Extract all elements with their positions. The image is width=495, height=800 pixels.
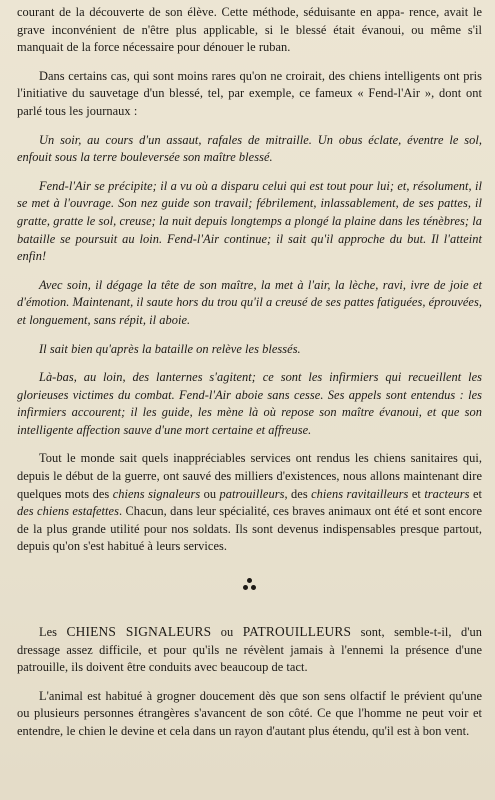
p8-text-c: ou <box>200 486 220 501</box>
p8-patrouilleurs: patrouilleurs <box>219 486 285 501</box>
text-column <box>17 4 482 741</box>
p8-text-k: . Chacun, dans leur spécialité, ces braves animaux ont été et sont encore de la plus grande utilité pour nos soldats. Ils sont devenus indispensables presque partout, depuis qu'on s'est habitué à leurs services. <box>17 504 483 554</box>
p8-text-g: et <box>408 486 425 501</box>
paragraph-1 <box>17 4 482 57</box>
paragraph-8 <box>17 450 482 556</box>
p8-text-e: , des <box>284 486 312 501</box>
p9-chiens-signaleurs-caps: CHIENS SIGNALEURS <box>66 624 212 640</box>
paragraph-3-italic: Un soir, au cours d'un assaut, rafales de mitraille. Un obus éclate, éventre le sol, enfouit sous la terre bouleversée son maître blessé. <box>17 132 482 165</box>
paragraph-7-italic: Là-bas, au loin, des lanternes s'agitent; ce sont les infirmiers qui recueillent les glorieuses victimes du combat. Fend-l'Air aboie sans cesse. Ses appels sont entendus : les infirmiers accourent; il les guide, les mène là où repose son maître évanoui, et que son intelligente affection sauve d'une mort certaine et affreuse. <box>17 370 482 437</box>
ornament-dot-left <box>243 585 248 590</box>
p9-patrouilleurs-caps: PATROUILLEURS <box>242 624 352 640</box>
p1-line-2: rence, avait le grave inconvénient de n'être plus applicable, si le blessé était <box>17 5 482 37</box>
p8-tracteurs: tracteurs <box>424 486 470 501</box>
p8-text-a: Tout le monde sait quels inappréciables services ont rendus les chiens sanitaires qui, depuis le début de la guerre, ont sauvé des milliers d'existences, nous allons maintenant dire quelques mots des <box>17 451 482 501</box>
p1-line-3: évanoui, ou même s'il manquait de la force nécessaire pour dénouer le ruban. <box>17 22 482 55</box>
p8-chiens-signaleurs: chiens signaleurs <box>112 486 201 501</box>
paragraph-9 <box>17 623 482 677</box>
paragraph-2: Dans certains cas, qui sont moins rares qu'on ne croirait, des chiens intelligents ont pris l'initiative du sauvetage d'un blessé, tel, par exemple, ce fameux « Fend-l'Air », dont ont parlé tous les journaux : <box>17 68 482 118</box>
paragraph-4-italic: Fend-l'Air se précipite; il a vu où a disparu celui qui est tout pour lui; et, résolument, il se met à l'ouvrage. Son nez guide son travail; fébrilement, inlassablement, de ses pattes, il gratte, gratte le sol, creuse; la nuit depuis longtemps a plongé la plaine dans les ténèbres; la bataille se poursuit au loin. Fend-l'Air continue; il sait qu'il approche du but. Il l'atteint enfin! <box>17 178 482 264</box>
paragraph-6-italic: Il sait bien qu'après la bataille on relève les blessés. <box>39 341 301 356</box>
p8-chiens-estafettes: des chiens estafettes <box>17 504 119 519</box>
section-ornament <box>17 578 482 592</box>
ornament-dot-right <box>251 585 256 590</box>
ornament-dot-top <box>247 578 252 583</box>
paragraph-10: L'animal est habitué à grogner doucement dès que son sens olfactif le prévient qu'une ou plusieurs personnes étrangères s'avancent de son côté. Ce que l'homme ne peut voir et entendre, le chien le devine et cela dans un rayon d'autant plus étendu, qu'il est à bon vent. <box>17 688 482 738</box>
p9-text-c: ou <box>211 625 243 640</box>
p8-text-i: et <box>469 486 482 501</box>
p1-line-1: courant de la découverte de son élève. Cette méthode, séduisante en appa- <box>17 5 405 19</box>
p9-text-a: Les <box>39 625 67 640</box>
paragraph-5-italic: Avec soin, il dégage la tête de son maître, la met à l'air, la lèche, ravi, ivre de joie et d'émotion. Maintenant, il saute hors du trou qu'il a creusé de ses pattes fatiguées, éprouvées, et longuement, sans répit, il aboie. <box>17 277 482 327</box>
p8-chiens-ravitailleurs: chiens ravitailleurs <box>311 486 409 501</box>
p9-text-e: sont, semble-t-il, d'un dressage assez difficile, et pour qu'ils ne révèlent jamais à l'ennemi la présence d'une patrouille, ils doivent être conduits avec beaucoup de tact. <box>17 625 482 675</box>
